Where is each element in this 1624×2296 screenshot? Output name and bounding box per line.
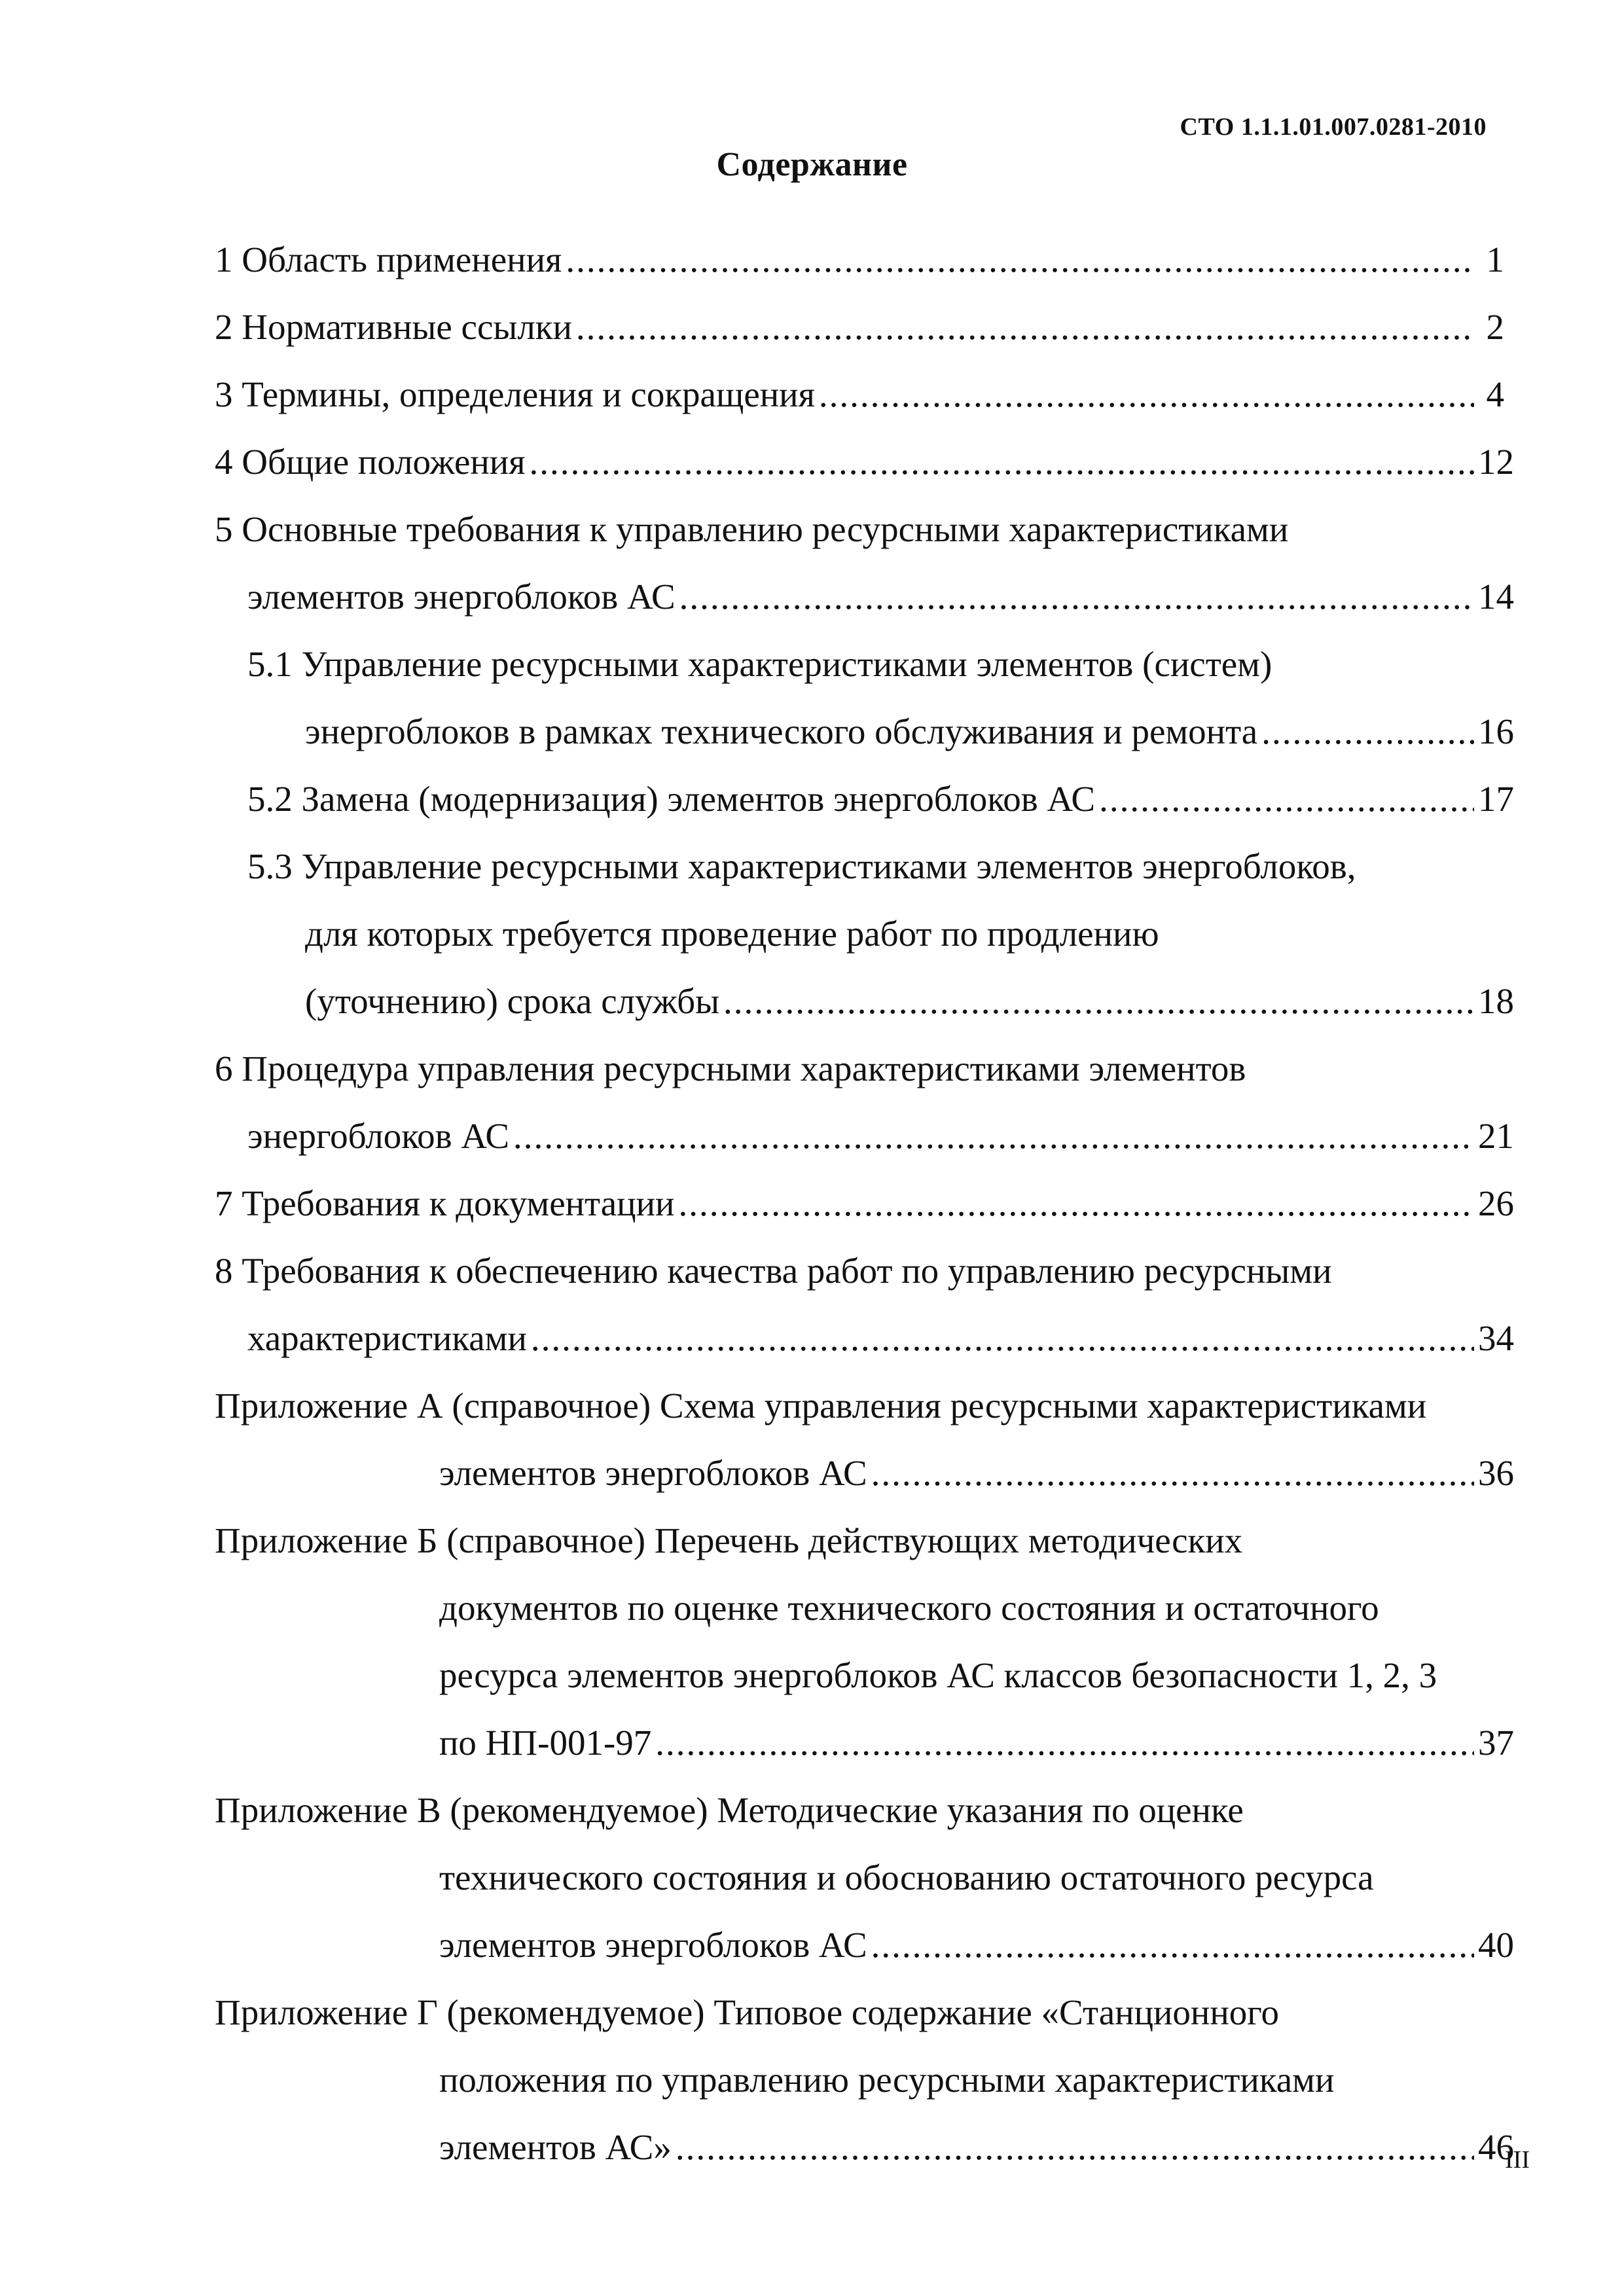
toc-entry-text: элементов энергоблоков АС	[439, 1925, 867, 1965]
toc-entry-text: 5.1 Управление ресурсными характеристиками элементов (систем)	[247, 644, 1272, 684]
dot-leader	[819, 361, 1474, 428]
dot-leader	[678, 1170, 1474, 1237]
dot-leader	[576, 293, 1474, 361]
dot-leader	[676, 2113, 1474, 2181]
toc-entry-text: технического состояния и обоснованию остаточного ресурса	[439, 1857, 1374, 1897]
toc-entry-text: по НП-001-97	[439, 1723, 652, 1763]
toc-page-number: 14	[1478, 577, 1514, 617]
toc-entry[interactable]	[215, 1709, 1514, 1776]
toc-entry[interactable]	[215, 495, 1504, 563]
toc-entry[interactable]	[215, 1102, 1514, 1170]
toc-entry-text: 5.2 Замена (модернизация) элементов энергоблоков АС	[247, 779, 1096, 819]
toc-page-number: 4	[1486, 374, 1504, 414]
toc-page-number: 18	[1478, 981, 1514, 1021]
toc-page-number: 21	[1478, 1116, 1514, 1156]
toc-entry[interactable]	[215, 967, 1514, 1035]
toc-page-number: 16	[1478, 711, 1514, 751]
toc-page-number: 1	[1486, 240, 1504, 279]
toc-entry[interactable]	[215, 2046, 1504, 2113]
toc-entry[interactable]	[215, 1574, 1504, 1641]
dot-leader	[513, 1102, 1474, 1170]
toc-page-number: 34	[1478, 1318, 1514, 1358]
dot-leader	[530, 428, 1474, 495]
toc-page-number: 37	[1478, 1723, 1514, 1763]
toc-entry[interactable]	[215, 1170, 1514, 1237]
page-title: Содержание	[716, 146, 908, 183]
toc-entry-text: Приложение Г (рекомендуемое) Типовое содержание «Станционного	[215, 1992, 1279, 2032]
toc-entry[interactable]	[215, 833, 1504, 900]
toc-entry[interactable]	[215, 563, 1514, 630]
toc-entry-text: документов по оценке технического состояния и остаточного	[439, 1588, 1379, 1628]
toc-entry-text: для которых требуется проведение работ по продлению	[305, 914, 1159, 954]
toc-entry[interactable]	[215, 1372, 1504, 1439]
dot-leader	[531, 1304, 1474, 1372]
toc-entry-text: 5.3 Управление ресурсными характеристиками элементов энергоблоков,	[247, 846, 1356, 886]
toc-entry-text: ресурса элементов энергоблоков АС классов безопасности 1, 2, 3	[439, 1655, 1437, 1695]
toc-entry[interactable]	[215, 226, 1504, 293]
toc-entry-text: характеристиками	[247, 1318, 527, 1358]
toc-entry-text: Приложение В (рекомендуемое) Методические указания по оценке	[215, 1790, 1244, 1830]
toc-entry[interactable]	[215, 1304, 1514, 1372]
toc-entry-text: положения по управлению ресурсными характеристиками	[439, 2060, 1335, 2100]
toc-page-number: 46	[1478, 2127, 1514, 2167]
toc-entry-text: 3 Термины, определения и сокращения	[215, 374, 815, 414]
toc-entry-text: 8 Требования к обеспечению качества работ по управлению ресурсными	[215, 1251, 1332, 1291]
toc-page-number: 26	[1478, 1183, 1514, 1223]
dot-leader	[871, 1439, 1474, 1507]
toc-entry[interactable]	[215, 2113, 1514, 2181]
toc-entry-text: 7 Требования к документации	[215, 1183, 675, 1223]
table-of-contents	[215, 226, 1514, 2181]
toc-entry-text: 4 Общие положения	[215, 442, 526, 482]
toc-page-number: 2	[1486, 307, 1504, 347]
toc-entry-text: (уточнению) срока службы	[305, 981, 720, 1021]
toc-entry[interactable]	[215, 1035, 1504, 1102]
toc-entry-text: 5 Основные требования к управлению ресурсными характеристиками	[215, 509, 1289, 549]
toc-page-number: 40	[1478, 1925, 1514, 1965]
dot-leader	[1261, 698, 1474, 765]
toc-page-number: 12	[1478, 442, 1514, 482]
toc-entry[interactable]	[215, 1641, 1504, 1709]
toc-entry[interactable]	[215, 1237, 1504, 1304]
toc-entry[interactable]	[215, 1507, 1504, 1574]
dot-leader	[566, 226, 1474, 293]
toc-entry-text: 1 Область применения	[215, 240, 562, 279]
toc-entry-text: элементов энергоблоков АС	[439, 1453, 867, 1493]
toc-entry[interactable]	[215, 1844, 1504, 1911]
toc-entry[interactable]	[215, 293, 1504, 361]
toc-entry[interactable]	[215, 765, 1514, 833]
toc-page-number: 36	[1478, 1453, 1514, 1493]
toc-entry-text: элементов энергоблоков АС	[247, 577, 676, 617]
toc-entry[interactable]	[215, 1439, 1514, 1507]
dot-leader	[1099, 765, 1474, 833]
dot-leader	[871, 1911, 1474, 1979]
toc-entry[interactable]	[215, 1911, 1514, 1979]
toc-entry-text: энергоблоков АС	[247, 1116, 510, 1156]
toc-entry[interactable]	[215, 1776, 1504, 1844]
toc-entry-text: энергоблоков в рамках технического обслуживания и ремонта	[305, 711, 1258, 751]
dot-leader	[655, 1709, 1474, 1776]
dot-leader	[723, 967, 1474, 1035]
toc-entry[interactable]	[215, 630, 1504, 698]
toc-entry[interactable]	[215, 1979, 1504, 2046]
page-number: III	[1505, 2146, 1530, 2174]
toc-entry-text: 2 Нормативные ссылки	[215, 307, 572, 347]
toc-entry-text: Приложение Б (справочное) Перечень действующих методических	[215, 1520, 1243, 1560]
toc-entry-text: 6 Процедура управления ресурсными характеристиками элементов	[215, 1049, 1246, 1088]
document-code: СТО 1.1.1.01.007.0281-2010	[1180, 113, 1487, 141]
toc-entry[interactable]	[215, 361, 1504, 428]
toc-entry-text: элементов АС»	[439, 2127, 672, 2167]
toc-entry[interactable]	[215, 900, 1504, 967]
dot-leader	[679, 563, 1474, 630]
toc-entry-text: Приложение А (справочное) Схема управления ресурсными характеристиками	[215, 1386, 1427, 1426]
toc-entry[interactable]	[215, 698, 1514, 765]
toc-page-number: 17	[1478, 779, 1514, 819]
toc-entry[interactable]	[215, 428, 1514, 495]
